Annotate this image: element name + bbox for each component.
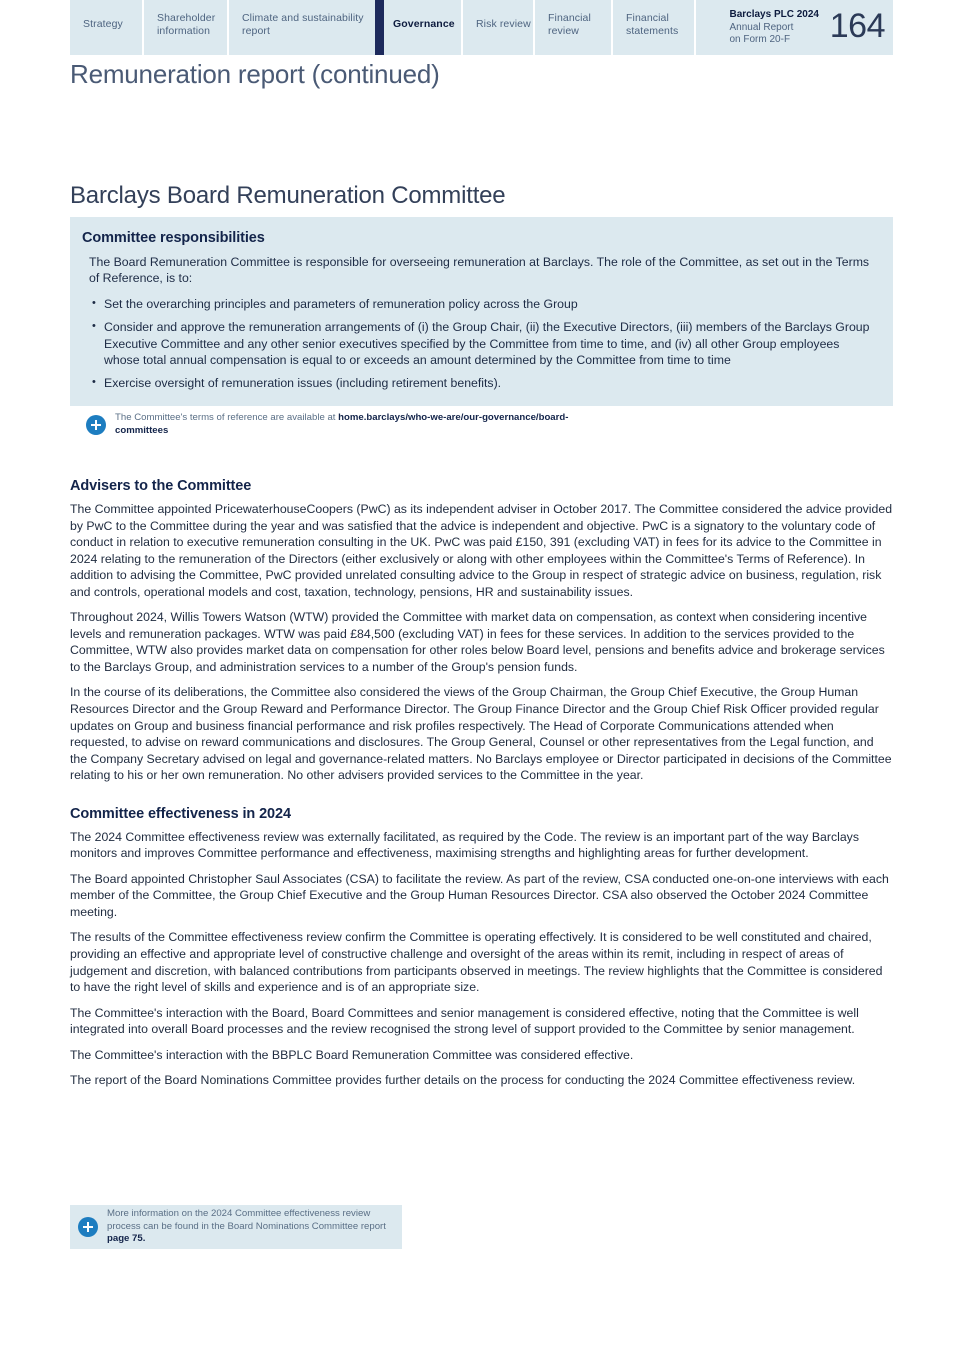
nav-tab-shareholder-information[interactable] [144, 0, 229, 55]
nav-tab-label: Financial statements [626, 11, 679, 37]
nav-tab-label: Governance [393, 18, 455, 30]
report-title-line: Barclays PLC 2024 [729, 9, 819, 20]
nav-tab-label: Financial review [548, 11, 591, 37]
nav-tab-label: Climate and sustainability report [242, 11, 364, 37]
terms-of-reference-callout[interactable] [82, 411, 612, 438]
callout-text [115, 412, 604, 437]
document-title: Remuneration report (continued) [70, 59, 440, 89]
list-item: • Set the overarching principles and parameters of remuneration policy across the Group [82, 296, 875, 312]
nav-tab-governance[interactable] [375, 0, 463, 55]
paragraph: The 2024 Committee effectiveness review was externally facilitated, as required by the Code. The review is an important part of the way Barclays monitors and improves Committee performance and effectiveness, maximising strengths and highlighting areas for further development. [70, 829, 859, 861]
list-item: • Exercise oversight of remuneration issues (including retirement benefits). [82, 375, 875, 391]
nav-tab-climate-and-sustainability-report[interactable] [229, 0, 377, 55]
nav-tab-financial-statements[interactable] [613, 0, 696, 55]
paragraph: The Committee appointed PricewaterhouseCoopers (PwC) as its independent adviser in October 2017. The Committee considered the advice provided by PwC to the Committee during the year and was satisfied that the advice is independent and objective. PwC is a signatory to the voluntary code of conduct in relation to executive remuneration consulting in the UK. PwC was paid £150, 391 (excluding VAT) in fees for its advice to the Committee in 2024 relating to the remuneration of the Directors (either exclusively or along with other employees within the Committee's Terms of Reference). In addition to advising the Committee, PwC provided unrelated consulting advice to the Group in respect of strategic advice on business, regulation, risk and controls, operational models and cost, taxation, technology, pensions, HR and sustainability issues. [70, 502, 893, 599]
effectiveness-heading: Committee effectiveness in 2024 [70, 805, 291, 822]
callout-text [107, 1208, 394, 1246]
callout-link[interactable]: home.barclays/who-we-are/our-governance/board-committees [115, 411, 569, 436]
page-number: 164 [829, 7, 885, 45]
nav-tab-label: Shareholder information [157, 11, 216, 37]
main-content [70, 478, 893, 1089]
callout-link[interactable]: page 75. [107, 1233, 146, 1245]
advisers-heading: Advisers to the Committee [70, 478, 252, 494]
list-item: • Consider and approve the remuneration arrangements of (i) the Group Chair, (ii) the Executive Directors, (iii) members of the Barclays Group Executive Committee and any other senior executives specified by the Committee from time to time, and (iv) all other Group employees whose total annual compensation is equal to or exceeds an amount determined by the Committee from time to time [82, 319, 875, 368]
responsibilities-heading: Committee responsibilities [82, 230, 265, 246]
nav-tab-risk-review[interactable] [463, 0, 535, 55]
report-identifier [729, 9, 819, 47]
nav-tab-label: Strategy [83, 18, 123, 30]
paragraph: In the course of its deliberations, the Committee also considered the views of the Group Chairman, the Group Chief Executive, the Group Human Resources Director and the Group Reward and Performance Director. The Group Finance Director and the Group Chief Risk Officer provided regular updates on Group and business financial performance and risk profiles respectively. The Head of Corporate Communications attended when requested, to advise on reward communications and disclosures. The Group General, Counsel or other representatives from the Legal function, and the Company Secretary advised on legal and governance-related matters. No Barclays employee or Director participated in decisions of the Committee relating to his or her own remuneration. No other advisers provided services to the Committee in the year. [70, 685, 892, 783]
nav-tab-financial-review[interactable] [535, 0, 613, 55]
header-navigation-bar [70, 0, 893, 55]
plus-circle-icon [78, 1217, 98, 1237]
report-form-line: on Form 20-F [729, 34, 791, 45]
effectiveness-review-callout[interactable] [70, 1205, 402, 1249]
callout-lead-text: The Committee's terms of reference are available at [115, 411, 339, 423]
report-subtitle-line: Annual Report [729, 21, 794, 33]
paragraph: The report of the Board Nominations Committee provides further details on the process for conducting the 2024 Committee effectiveness review. [70, 1073, 856, 1088]
responsibilities-list [82, 296, 875, 392]
callout-lead-text: More information on the 2024 Committee effectiveness review process can be found in the Board Nominations Committee report [107, 1208, 386, 1232]
committee-responsibilities-panel [70, 217, 893, 406]
section-title: Barclays Board Remuneration Committee [70, 182, 506, 209]
paragraph: The Board appointed Christopher Saul Associates (CSA) to facilitate the review. As part of the review, CSA conducted one-on-one interviews with each member of the Committee, the Group Chief Executive and the Group Human Resources Director. CSA also observed the October 2024 Committee meeting. [70, 871, 889, 919]
paragraph: The results of the Committee effectiveness review confirm the Committee is operating effectively. It is considered to be well constituted and chaired, providing an effective and appropriate level of constructive challenge and oversight of the areas within its remit, including in respect of areas of judgement and discretion, with balanced contributions from participants observed in meetings. The review highlights that the Committee is considered to have the right level of skills and experience and is of an appropriate size. [70, 930, 883, 995]
responsibilities-intro: The Board Remuneration Committee is responsible for overseeing remuneration at Barclays. The role of the Committee, as set out in the Terms of Reference, is to: [89, 255, 870, 286]
plus-circle-icon [86, 415, 106, 435]
nav-tab-strategy[interactable] [70, 0, 144, 55]
nav-tab-label: Risk review [476, 18, 531, 30]
paragraph: The Committee's interaction with the BBPLC Board Remuneration Committee was considered effective. [70, 1047, 634, 1062]
paragraph: Throughout 2024, Willis Towers Watson (WTW) provided the Committee with market data on compensation, as context when considering incentive levels and remuneration packages. WTW was paid £84,500 (excluding VAT) in fees for these services. In addition to the services provided to the Committee, WTW also provides market data on compensation for other roles below Board level, pensions and benefits advice and brokerage services to the Barclays Group, and administration services to a number of the Group's pension funds. [70, 610, 885, 674]
paragraph: The Committee's interaction with the Board, Board Committees and senior management is considered effective, noting that the Committee is well integrated into overall Board processes and the review recognised the strong level of support provided to the Committee by senior management. [70, 1005, 859, 1037]
